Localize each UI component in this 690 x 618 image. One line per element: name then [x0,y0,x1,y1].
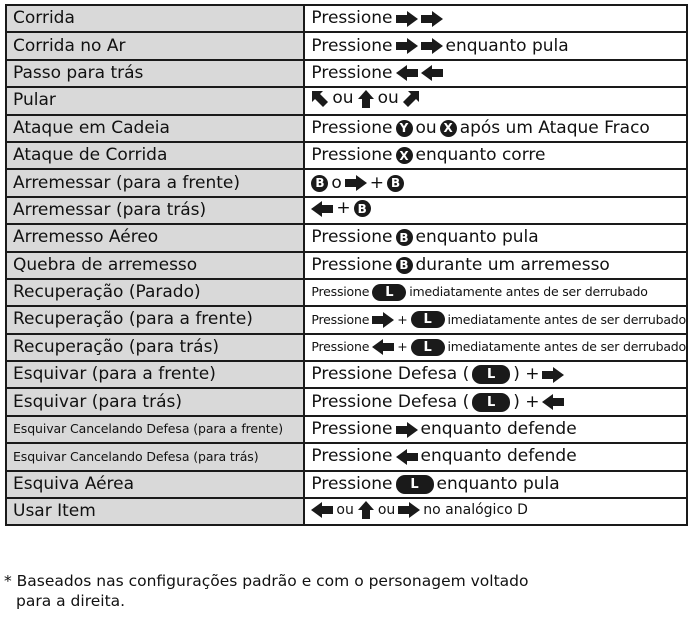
input-text: enquanto defende [420,446,577,467]
input-cell [304,142,687,169]
table-row [6,115,687,142]
table-row [6,197,687,224]
input-cell [304,361,687,388]
input-text: Pressione [311,446,393,467]
input-text: Pressione Defesa ( [311,364,470,385]
button-b-icon: B [354,200,371,217]
button-l-icon: L [411,311,445,328]
button-x-icon: X [396,147,413,164]
arrow-left-icon [372,339,394,355]
arrow-right-icon [372,312,394,328]
input-cell [304,197,687,224]
input-text: Pressione [311,254,393,275]
input-text: + [397,339,408,355]
action-cell: Pular [6,87,304,114]
action-cell: Esquivar (para a frente) [6,361,304,388]
input-text: ou [377,88,399,109]
button-b-icon: B [387,175,404,192]
action-cell: Recuperação (para trás) [6,334,304,361]
table-row [6,142,687,169]
arrow-left-icon [396,65,418,81]
input-text: + [369,172,385,193]
input-cell [304,388,687,415]
action-cell: Esquivar Cancelando Defesa (para trás) [6,443,304,470]
input-text: Pressione [311,311,370,327]
action-cell: Corrida [6,5,304,32]
action-cell: Esquivar Cancelando Defesa (para a frente) [6,416,304,443]
input-text: após um Ataque Fraco [459,117,650,138]
action-cell: Recuperação (para a frente) [6,306,304,333]
input-cell [304,32,687,59]
input-text: enquanto pula [415,227,539,248]
footnote [4,571,684,611]
arrow-left-icon [542,394,564,410]
action-cell: Ataque em Cadeia [6,115,304,142]
input-cell [304,471,687,498]
arrow-right-icon [345,175,367,191]
table-row [6,169,687,196]
action-cell: Esquiva Aérea [6,471,304,498]
input-cell [304,252,687,279]
input-text: ou [336,502,354,519]
input-cell [304,5,687,32]
arrow-right-icon [396,11,418,27]
input-text: Pressione Defesa ( [311,391,470,412]
input-text: Pressione [311,339,370,355]
action-cell: Recuperação (Parado) [6,279,304,306]
arrow-right-icon [542,367,564,383]
action-cell: Arremesso Aéreo [6,224,304,251]
input-cell [304,279,687,306]
button-b-icon: B [396,257,413,274]
input-text: enquanto defende [420,419,577,440]
footnote-line-1: * Baseados nas configurações padrão e com o personagem voltado [4,572,529,590]
table-row [6,32,687,59]
arrow-up-left-icon [311,90,329,108]
arrow-left-icon [396,449,418,465]
arrow-right-icon [396,38,418,54]
table-row [6,5,687,32]
input-cell [304,443,687,470]
button-l-icon: L [472,365,510,384]
arrow-up-icon [357,501,375,519]
table-row [6,334,687,361]
footnote-line-2: para a direita. [16,592,126,610]
table-row [6,361,687,388]
input-text: + [336,198,351,219]
input-cell [304,224,687,251]
table-row [6,87,687,114]
action-cell: Arremessar (para trás) [6,197,304,224]
input-cell [304,60,687,87]
input-text: imediatamente antes de ser derrubado [447,311,686,327]
input-text: enquanto corre [415,145,546,166]
button-l-icon: L [396,475,434,494]
input-text: ou [332,88,354,109]
table-row [6,279,687,306]
input-text: no analógico D [423,502,528,519]
input-text: Pressione [311,227,393,248]
input-text: Pressione [311,35,393,56]
input-text: ) + [513,364,540,385]
input-text: Pressione [311,62,393,83]
input-text: ou [377,502,396,519]
input-cell [304,115,687,142]
input-cell [304,87,687,114]
input-text: Pressione [311,117,393,138]
input-cell [304,334,687,361]
button-l-icon: L [372,284,406,301]
arrow-right-icon [421,38,443,54]
arrow-right-icon [421,11,443,27]
button-l-icon: L [411,339,445,356]
input-text: enquanto pula [445,35,569,56]
button-b-icon: B [396,229,413,246]
input-cell [304,169,687,196]
arrow-left-icon [311,502,333,518]
action-cell: Corrida no Ar [6,32,304,59]
arrow-left-icon [421,65,443,81]
arrow-right-icon [398,502,420,518]
table-row [6,388,687,415]
table-row [6,416,687,443]
input-text: enquanto pula [436,473,560,494]
input-cell [304,416,687,443]
action-cell: Usar Item [6,498,304,525]
table-row [6,443,687,470]
input-cell [304,306,687,333]
button-y-icon: Y [396,120,413,137]
button-l-icon: L [472,393,510,412]
input-text: imediatamente antes de ser derrubado [409,284,648,300]
button-b-icon: B [311,175,328,192]
table-row [6,60,687,87]
arrow-right-icon [396,422,418,438]
table-row [6,252,687,279]
table-row [6,498,687,525]
table-row [6,471,687,498]
input-text: Pressione [311,473,393,494]
input-text: imediatamente antes de ser derrubado [447,339,686,355]
action-cell: Ataque de Corrida [6,142,304,169]
input-cell [304,498,687,525]
input-text: ou [415,117,437,138]
table-row [6,306,687,333]
input-text: Pressione [311,419,393,440]
input-text: + [397,311,408,327]
action-cell: Arremessar (para a frente) [6,169,304,196]
arrow-up-right-icon [402,90,420,108]
input-text: durante um arremesso [415,254,610,275]
input-text: o [331,172,342,193]
input-text: Pressione [311,284,370,300]
input-text: Pressione [311,8,393,29]
table-row [6,224,687,251]
action-cell: Esquivar (para trás) [6,388,304,415]
controls-table [5,4,688,526]
button-x-icon: X [440,120,457,137]
input-text: ) + [513,391,540,412]
action-cell: Quebra de arremesso [6,252,304,279]
arrow-left-icon [311,201,333,217]
arrow-up-icon [357,90,375,108]
action-cell: Passo para trás [6,60,304,87]
input-text: Pressione [311,145,393,166]
